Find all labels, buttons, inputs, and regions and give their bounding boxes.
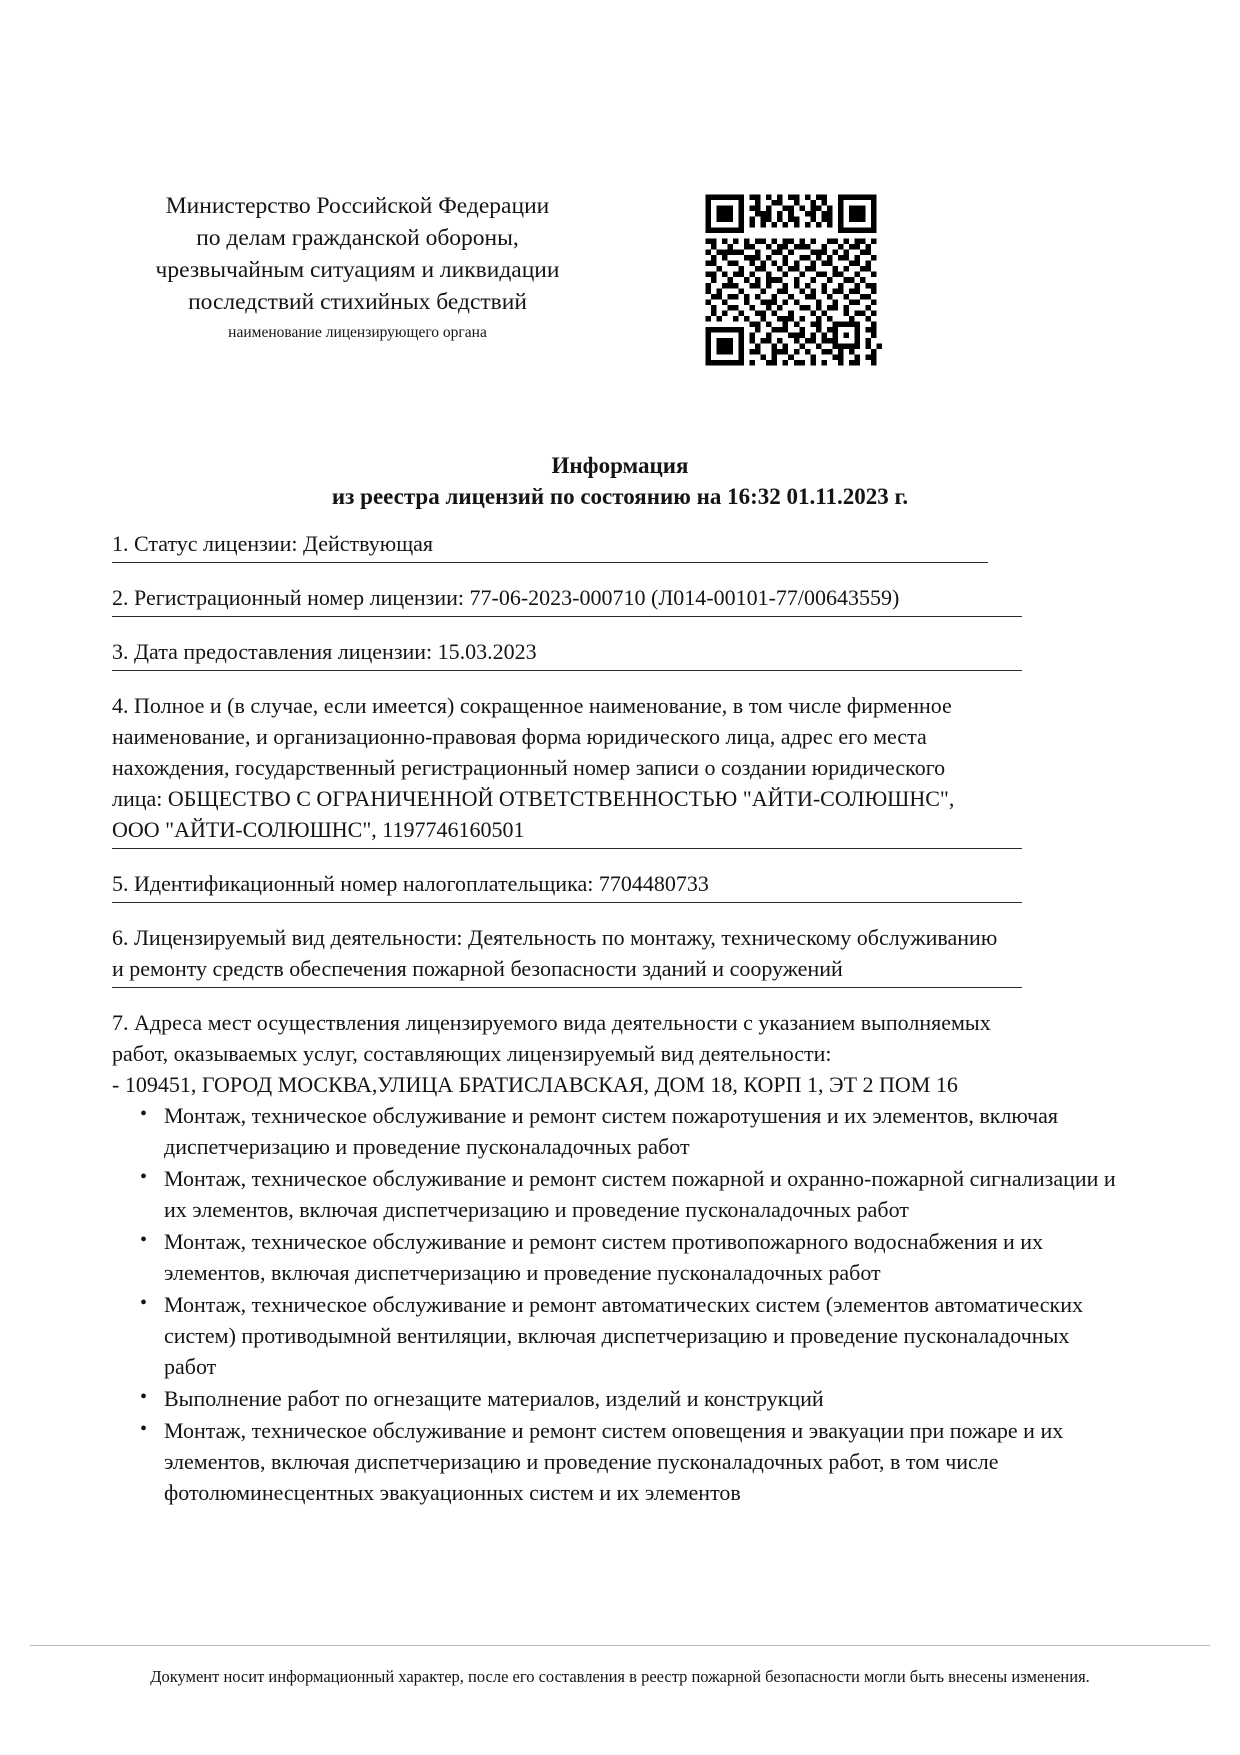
footer-disclaimer: Документ носит информационный характер, после его составления в реестр пожарной безопасности могли быть внесены изменения. [150, 1667, 1090, 1686]
section-company-name [112, 690, 1122, 849]
section-7-line-1: 7. Адреса мест осуществления лицензируемого вида деятельности с указанием выполняемых [112, 1010, 991, 1035]
authority-line-3: чрезвычайным ситуациям и ликвидации [155, 257, 560, 283]
section-4-line-3: нахождения, государственный регистрационный номер записи о создании юридического [112, 755, 946, 780]
section-activity-addresses [112, 1007, 1122, 1508]
list-item: • Выполнение работ по огнезащите материалов, изделий и конструкций [134, 1383, 1122, 1414]
section-4-line-1: 4. Полное и (в случае, если имеется) сокращенное наименование, в том числе фирменное [112, 693, 952, 718]
authority-line-1: Министерство Российской Федерации [165, 193, 550, 219]
list-item: • Монтаж, техническое обслуживание и ремонт автоматических систем (элементов автоматических систем) противодымной вентиляции, включая диспетчеризацию и проведение пусконаладочных работ [134, 1289, 1122, 1382]
section-4-divider [112, 848, 1022, 849]
section-5-divider [112, 902, 1022, 903]
registry-body [112, 528, 1122, 1528]
activity-address: - 109451, ГОРОД МОСКВА,УЛИЦА БРАТИСЛАВСКАЯ, ДОМ 18, КОРП 1, ЭТ 2 ПОМ 16 [112, 1072, 958, 1097]
section-3-text: 3. Дата предоставления лицензии: 15.03.2023 [112, 639, 537, 664]
section-2-divider [112, 616, 1022, 617]
authority-line-4: последствий стихийных бедствий [188, 289, 527, 315]
footer-divider [30, 1645, 1210, 1646]
section-6-divider [112, 987, 1022, 988]
page-subtitle: из реестра лицензий по состоянию на 16:32 01.11.2023 г. [331, 484, 909, 509]
section-activity-type [112, 922, 1122, 988]
section-6-line-2: и ремонту средств обеспечения пожарной безопасности зданий и сооружений [112, 956, 843, 981]
section-3-divider [112, 670, 1022, 671]
section-4-line-2: наименование, и организационно-правовая форма юридического лица, адрес его места [112, 724, 927, 749]
section-7-line-2: работ, оказываемых услуг, составляющих лицензируемый вид деятельности: [112, 1041, 832, 1066]
section-5-text: 5. Идентификационный номер налогоплательщика: 7704480733 [112, 871, 709, 896]
section-4-line-5: ООО "АЙТИ-СОЛЮШНС", 1197746160501 [112, 817, 525, 842]
works-list [112, 1100, 1122, 1508]
section-taxpayer-number [112, 868, 1122, 903]
section-registration-number [112, 582, 1122, 617]
section-2-text: 2. Регистрационный номер лицензии: 77-06-2023-000710 (Л014-00101-77/00643559) [112, 585, 900, 610]
section-1-divider [112, 562, 988, 563]
authority-caption: наименование лицензирующего органа [228, 324, 487, 341]
qr-code-svg [700, 189, 882, 371]
section-6-line-1: 6. Лицензируемый вид деятельности: Деятельность по монтажу, техническому обслуживанию [112, 925, 998, 950]
page-title: Информация [551, 453, 689, 478]
list-item: • Монтаж, техническое обслуживание и ремонт систем оповещения и эвакуации при пожаре и их элементов, включая диспетчеризацию и проведение пусконаладочных работ, в том числе фотолюминесцентных эвакуационных систем и их элементов [134, 1415, 1122, 1508]
qr-code-icon [700, 189, 882, 371]
list-item: • Монтаж, техническое обслуживание и ремонт систем пожарной и охранно-пожарной сигнализации и их элементов, включая диспетчеризацию и проведение пусконаладочных работ [134, 1163, 1122, 1225]
document-title-block [0, 450, 1240, 512]
section-license-status [112, 528, 1122, 563]
licensing-authority-block [110, 190, 605, 344]
authority-line-2: по делам гражданской обороны, [196, 225, 519, 251]
list-item: • Монтаж, техническое обслуживание и ремонт систем пожаротушения и их элементов, включая диспетчеризацию и проведение пусконаладочных работ [134, 1100, 1122, 1162]
section-4-line-4: лица: ОБЩЕСТВО С ОГРАНИЧЕННОЙ ОТВЕТСТВЕННОСТЬЮ "АЙТИ-СОЛЮШНС", [112, 786, 955, 811]
section-issue-date [112, 636, 1122, 671]
list-item: • Монтаж, техническое обслуживание и ремонт систем противопожарного водоснабжения и их элементов, включая диспетчеризацию и проведение пусконаладочных работ [134, 1226, 1122, 1288]
section-1-text: 1. Статус лицензии: Действующая [112, 531, 434, 556]
